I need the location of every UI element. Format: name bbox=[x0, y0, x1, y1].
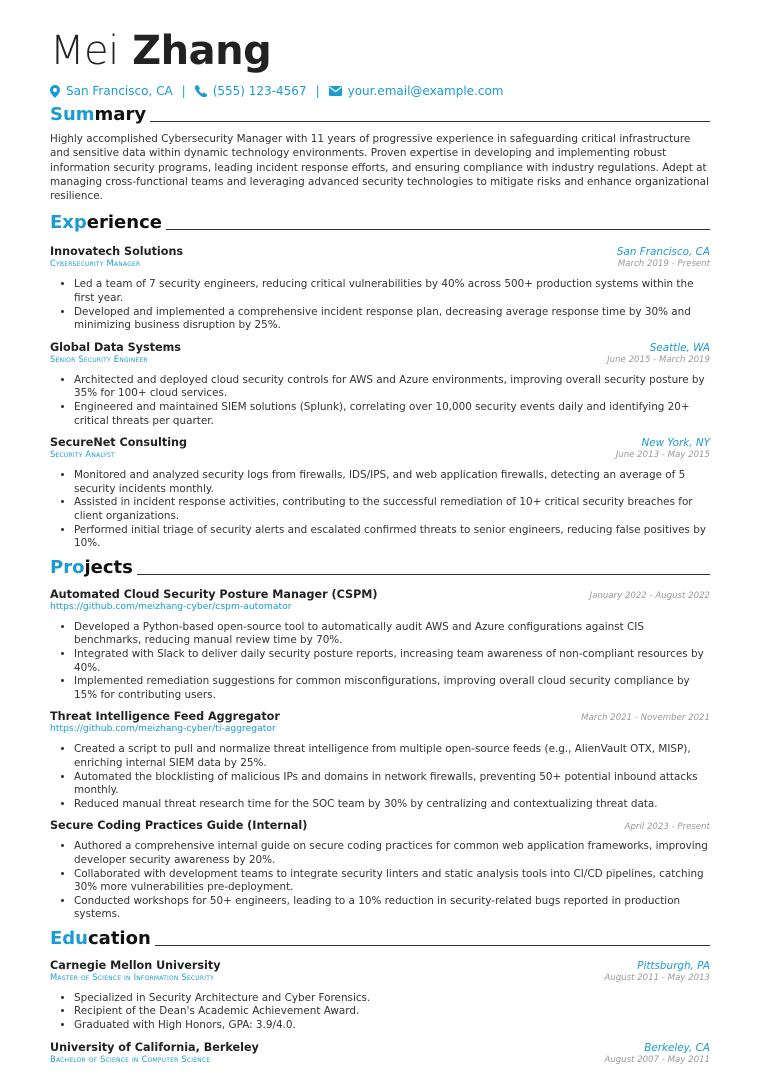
section-rule bbox=[150, 121, 710, 122]
school-dates: August 2011 - May 2013 bbox=[604, 972, 710, 983]
map-pin-icon bbox=[50, 85, 60, 98]
list-item: • Created a script to pull and normalize threat intelligence from multiple open-source feeds (e.g., AlienVault OTX, MISP), enriching internal SIEM data by 25%. bbox=[74, 743, 710, 770]
section-rule bbox=[166, 229, 710, 230]
project-title: Threat Intelligence Feed Aggregator bbox=[50, 710, 280, 724]
company-name: SecureNet Consulting bbox=[50, 436, 188, 450]
job-location: San Francisco, CA bbox=[616, 246, 710, 259]
list-item: • Developed and implemented a comprehensive incident response plan, decreasing average response time by 30% and minimizing business disruption by 25%. bbox=[74, 306, 710, 333]
job-location: New York, NY bbox=[641, 437, 710, 450]
contact-phone bbox=[195, 84, 307, 98]
candidate-name bbox=[50, 28, 710, 74]
list-item: • Led a team of 7 security engineers, reducing critical vulnerabilities by 40% across 500+ production systems within the first year. bbox=[74, 278, 710, 305]
email-link[interactable]: your.email@example.com bbox=[347, 84, 504, 98]
job-title: Security Analyst bbox=[50, 449, 115, 460]
section-title-accent: Pro bbox=[50, 556, 85, 578]
list-item: • Assisted in incident response activities, contributing to the successful remediation of 10+ critical security breaches for client organizations. bbox=[74, 496, 710, 523]
project-entry bbox=[50, 819, 710, 922]
experience-entry bbox=[50, 341, 710, 428]
list-item: • Reduced manual threat research time for the SOC team by 30% by centralizing and contextualizing threat data. bbox=[74, 798, 710, 812]
contact-email bbox=[329, 84, 504, 98]
list-item: • Conducted workshops for 50+ engineers, leading to a 10% reduction in security-related bugs reported in production systems. bbox=[74, 895, 710, 922]
phone-icon bbox=[195, 85, 207, 97]
education-entry bbox=[50, 959, 710, 1033]
contact-separator: | bbox=[181, 84, 186, 98]
project-entry bbox=[50, 710, 710, 811]
company-name: Innovatech Solutions bbox=[50, 245, 184, 259]
section-title-accent: Exp bbox=[50, 212, 87, 234]
section-header-experience bbox=[50, 212, 710, 234]
list-item: • Engineered and maintained SIEM solutions (Splunk), correlating over 10,000 security events daily and identifying 20+ critical threats per quarter. bbox=[74, 401, 710, 428]
list-item: • Collaborated with development teams to integrate security linters and static analysis tools into CI/CD pipelines, catching 30% more vulnerabilities pre-deployment. bbox=[74, 868, 710, 895]
section-title-education bbox=[50, 928, 151, 950]
project-dates: April 2023 - Present bbox=[624, 822, 710, 833]
degree: Bachelor of Science in Computer Science bbox=[50, 1053, 211, 1064]
section-title-projects bbox=[50, 557, 133, 579]
envelope-icon bbox=[329, 86, 342, 96]
section-title-experience bbox=[50, 212, 162, 234]
list-item: • Developed a Python-based open-source tool to automatically audit AWS and Azure configurations against CIS benchmarks, reducing manual review time by 70%. bbox=[74, 621, 710, 648]
contact-separator: | bbox=[315, 84, 320, 98]
last-name: Zhang bbox=[132, 28, 272, 74]
project-title: Automated Cloud Security Posture Manager (CSPM) bbox=[50, 587, 378, 601]
education-entry bbox=[50, 1041, 710, 1065]
section-header-education bbox=[50, 928, 710, 950]
list-item: • Performed initial triage of security alerts and escalated confirmed threats to senior engineers, reducing false positives by 10%. bbox=[74, 524, 710, 551]
section-header-projects bbox=[50, 557, 710, 579]
school-location: Berkeley, CA bbox=[644, 1041, 710, 1054]
school-name: University of California, Berkeley bbox=[50, 1040, 259, 1054]
list-item: • Recipient of the Dean's Academic Achievement Award. bbox=[74, 1005, 710, 1019]
experience-entry bbox=[50, 436, 710, 551]
job-dates: June 2013 - May 2015 bbox=[615, 450, 710, 461]
job-dates: March 2019 - Present bbox=[617, 259, 710, 270]
job-location: Seattle, WA bbox=[649, 341, 710, 354]
project-dates: March 2021 - November 2021 bbox=[581, 713, 710, 724]
section-rule bbox=[137, 574, 710, 575]
bullet-list bbox=[50, 743, 710, 811]
experience-entry bbox=[50, 245, 710, 332]
project-entry bbox=[50, 588, 710, 703]
contact-location bbox=[50, 84, 173, 98]
list-item: • Architected and deployed cloud security controls for AWS and Azure environments, improving overall security posture by 35% for 100+ cloud services. bbox=[74, 374, 710, 401]
section-title-rest: mary bbox=[94, 104, 147, 125]
job-dates: June 2015 - March 2019 bbox=[607, 354, 710, 365]
phone-text: (555) 123-4567 bbox=[212, 84, 307, 98]
bullet-list bbox=[50, 992, 710, 1033]
project-title: Secure Coding Practices Guide (Internal) bbox=[50, 819, 308, 833]
bullet-list bbox=[50, 278, 710, 332]
list-item: • Integrated with Slack to deliver daily security posture reports, increasing team awareness of non-compliant resources by 40%. bbox=[74, 648, 710, 675]
project-link[interactable]: https://github.com/meizhang-cyber/cspm-automator bbox=[50, 600, 292, 612]
job-title: Senior Security Engineer bbox=[50, 353, 148, 364]
section-title-accent: Sum bbox=[50, 104, 95, 125]
bullet-list bbox=[50, 840, 710, 922]
section-title-accent: Edu bbox=[50, 927, 88, 949]
school-dates: August 2007 - May 2011 bbox=[604, 1054, 710, 1065]
section-title-rest: cation bbox=[88, 927, 151, 949]
school-name: Carnegie Mellon University bbox=[50, 958, 221, 972]
degree: Master of Science in Information Security bbox=[50, 971, 214, 982]
list-item: • Automated the blocklisting of malicious IPs and domains in network firewalls, preventing 50+ potential inbound attacks monthly. bbox=[74, 771, 710, 798]
location-text: San Francisco, CA bbox=[66, 84, 173, 98]
job-title: Cybersecurity Manager bbox=[50, 258, 141, 269]
bullet-list bbox=[50, 374, 710, 428]
section-rule bbox=[155, 945, 710, 946]
list-item: • Authored a comprehensive internal guide on secure coding practices for common web application frameworks, improving developer security awareness by 20%. bbox=[74, 840, 710, 867]
section-title-rest: erience bbox=[86, 212, 162, 234]
bullet-list bbox=[50, 621, 710, 703]
list-item: • Implemented remediation suggestions for common misconfigurations, improving overall cloud security compliance by 15% for contributing users. bbox=[74, 675, 710, 702]
section-header-summary bbox=[50, 104, 710, 126]
list-item: • Graduated with High Honors, GPA: 3.9/4.0. bbox=[74, 1019, 710, 1033]
project-dates: January 2022 - August 2022 bbox=[589, 590, 710, 601]
bullet-list bbox=[50, 469, 710, 551]
contact-line bbox=[50, 84, 710, 98]
school-location: Pittsburgh, PA bbox=[637, 959, 710, 972]
summary-text: Highly accomplished Cybersecurity Manager with 11 years of progressive experience in safeguarding critical infrastructure and sensitive data within dynamic technology environments. Proven expertise in developing and implementing robust information security programs, leading incident response efforts, and ensuring compliance with industry regulations. Adept at managing cross-functional teams and leveraging advanced security technologies to mitigate risks and enhance organizational resilience. bbox=[50, 133, 709, 203]
section-title-summary bbox=[50, 104, 146, 126]
project-link[interactable]: https://github.com/meizhang-cyber/ti-aggregator bbox=[50, 723, 276, 735]
first-name: Mei bbox=[50, 28, 119, 74]
section-title-rest: jects bbox=[84, 556, 133, 578]
list-item: • Specialized in Security Architecture and Cyber Forensics. bbox=[74, 992, 710, 1006]
company-name: Global Data Systems bbox=[50, 340, 181, 354]
list-item: • Monitored and analyzed security logs from firewalls, IDS/IPS, and web application firewalls, detecting an average of 5 security incidents monthly. bbox=[74, 469, 710, 496]
